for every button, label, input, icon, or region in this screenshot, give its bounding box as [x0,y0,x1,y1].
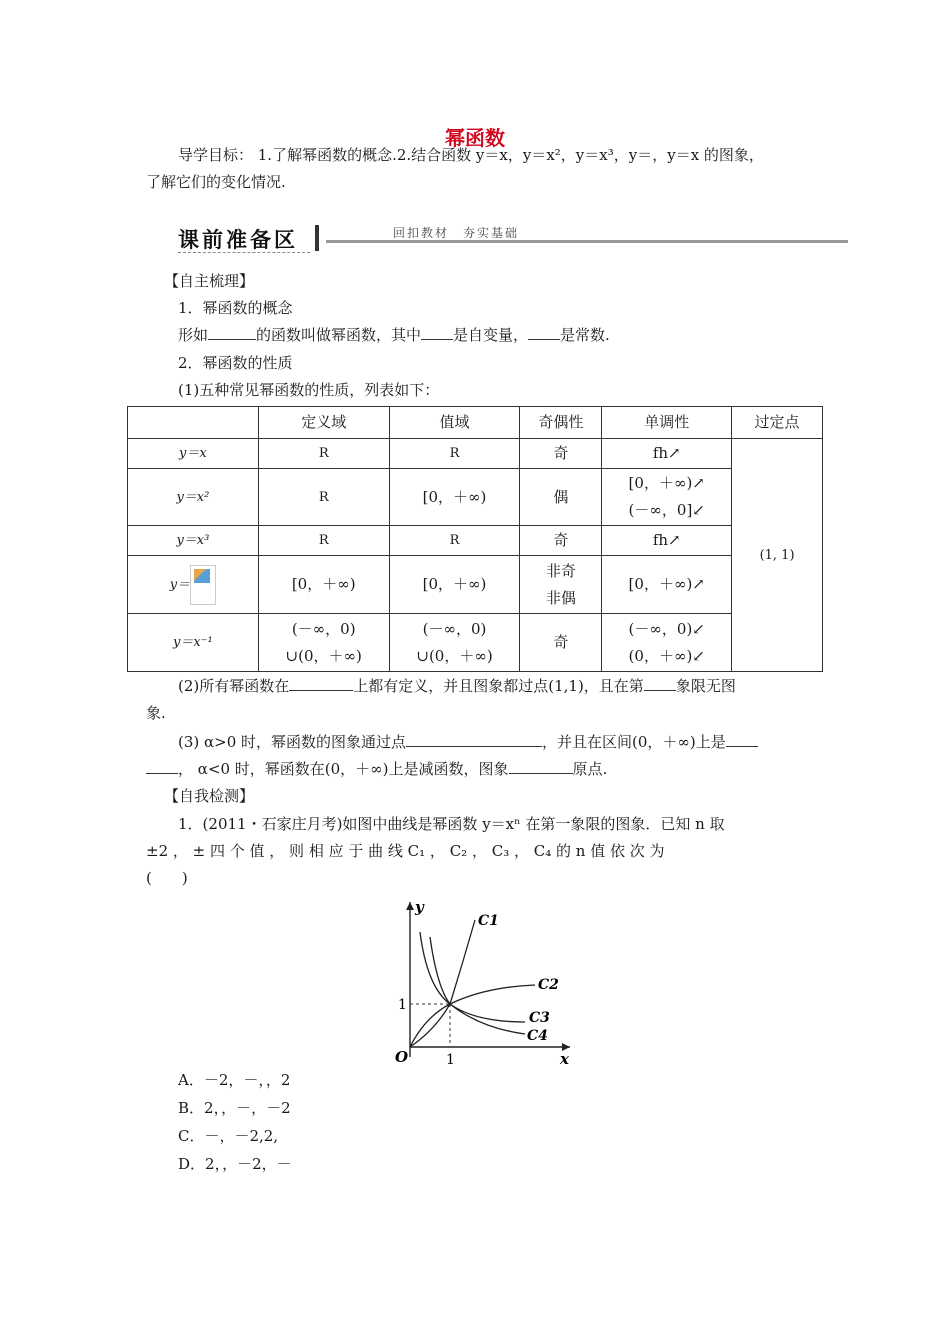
blank-variable [421,322,453,340]
curve-c1 [410,920,475,1047]
banner-dashed-underline [178,252,310,253]
item-1-heading: 1．幂函数的概念 [178,299,293,317]
cell-function: y＝x³ [128,526,259,556]
cell-domain: R [258,469,389,526]
table-header-row [128,407,823,439]
power-function-table [127,406,823,672]
property-2-wrap: 象. [146,704,166,722]
cell-monotonicity: fh↗ [602,526,732,556]
cell-parity: 奇 [520,439,602,469]
option-b[interactable]: B．2，，－，－2 [178,1099,291,1117]
cell-parity: 非奇 非偶 [520,556,602,614]
property-3-text-c: ， α<0 时，幂函数在(0，＋∞)上是减函数，图象 [178,760,509,778]
definition-text-d: 是常数. [560,326,610,344]
cell-domain: R [258,439,389,469]
property-2-text-c: 象限无图 [675,677,736,695]
cell-function: y＝x [128,439,259,469]
property-3-text-b: ，并且在区间(0，＋∞)上是 [542,733,726,751]
table-row [128,526,823,556]
question-1-bracket: ( ) [146,869,188,887]
definition-text-b: 的函数叫做幂函数，其中 [256,326,422,344]
cell-monotonicity [602,614,732,672]
table-intro: (1)五种常见幂函数的性质，列表如下： [178,381,440,399]
header-fixed-point: 过定点 [732,407,823,439]
x-axis-label: x [560,1050,569,1068]
definition-text-c: 是自变量， [453,326,529,344]
cell-monotonicity: [0，＋∞)↗ [602,556,732,614]
cell-range: R [389,526,520,556]
question-1-line-2: ±2 ， ± 四 个 值 ， 则 相 应 于 曲 线 C₁ ， C₂ ， C₃ ， C₄ 的 n 值 依 次 为 [146,842,665,860]
curve-c1-label: C1 [478,913,499,929]
table-row [128,614,823,672]
cell-monotonicity [602,469,732,526]
banner-subtitle: 回扣教材 夯实基础 [393,226,520,240]
cell-domain: (－∞，0) ∪(0，＋∞) [258,614,389,672]
option-d[interactable]: D．2，，－2，－ [178,1155,292,1173]
cell-parity: 奇 [520,614,602,672]
cell-parity: 偶 [520,469,602,526]
tick-x-label: 1 [446,1052,455,1068]
header-parity: 奇偶性 [520,407,602,439]
cell-function [128,556,259,614]
table-row [128,439,823,469]
property-2-text-b: 上都有定义，并且图象都过点(1,1)，且在第 [353,677,644,695]
cell-function: y＝x² [128,469,259,526]
mono-decreasing-left: (－∞，0)↙ [628,619,705,638]
y-axis-arrow-icon [406,902,414,910]
curve-c4 [420,932,525,1034]
mono-decreasing: (－∞，0]↙ [628,501,705,519]
cell-fixed-point: (1, 1) [732,439,823,672]
cell-parity: 奇 [520,526,602,556]
table-row [128,556,823,614]
header-empty [128,407,259,439]
blank-monotone [726,729,758,747]
cell-range: [0，＋∞) [389,469,520,526]
property-3-text-d: 原点. [572,760,608,778]
property-3-line-2 [146,756,607,783]
blank-form [208,322,256,340]
learning-goal-line-2: 了解它们的变化情况. [146,173,286,191]
learning-goal-line-1: 导学目标： 1.了解幂函数的概念.2.结合函数 y＝x，y＝x²，y＝x³，y＝，y＝x 的图象， [178,146,764,164]
banner-label: 课前准备区 [178,228,298,252]
cell-range: R [389,439,520,469]
header-range: 值域 [389,407,520,439]
definition-text-a: 形如 [178,326,209,344]
property-3-text-a: (3) α>0 时，幂函数的图象通过点 [178,733,407,751]
question-1-line-1: 1．(2011・石家庄月考)如图中曲线是幂函数 y＝xⁿ 在第一象限的图象．已知 n 取 [178,815,725,833]
origin-label: O [395,1048,409,1066]
curve-c2-label: C2 [538,977,559,993]
curve-c3 [430,937,525,1022]
property-2-line [178,673,736,700]
table-row [128,469,823,526]
curve-c4-label: C4 [527,1028,548,1044]
tick-y-label: 1 [398,997,407,1013]
option-c[interactable]: C．－，－2,2, [178,1127,279,1145]
blank-quadrant [644,673,676,691]
section-banner [178,222,848,256]
definition-line [178,322,610,349]
cell-domain: R [258,526,389,556]
mono-increasing: [0，＋∞)↗ [628,474,705,492]
blank-interval [289,673,353,691]
banner-divider [315,225,319,251]
item-2-heading: 2．幂函数的性质 [178,354,293,372]
property-2-text-a: (2)所有幂函数在 [178,677,290,695]
curve-c2 [410,985,535,1047]
page-title: 幂函数 [445,126,505,150]
cell-function: y＝x⁻¹ [128,614,259,672]
cell-range: [0，＋∞) [389,556,520,614]
cell-domain: [0，＋∞) [258,556,389,614]
section-heading-self-study: 【自主梳理】 [164,272,255,290]
cell-monotonicity: fh↗ [602,439,732,469]
y-axis-label: y [415,898,424,916]
power-function-graph [375,892,580,1072]
section-heading-self-check: 【自我检测】 [164,787,255,805]
blank-monotone-cont [146,756,178,774]
blank-points [406,729,542,747]
blank-origin [509,756,573,774]
option-a[interactable]: A．－2，－，，2 [178,1071,291,1089]
broken-image-icon [190,565,216,605]
header-domain: 定义域 [258,407,389,439]
function-label: y＝ [169,577,191,592]
mono-decreasing-right: (0，＋∞)↙ [628,646,705,665]
cell-range: (－∞，0) ∪(0，＋∞) [389,614,520,672]
curve-c3-label: C3 [529,1010,550,1026]
property-3-line [178,729,758,756]
blank-constant [528,322,560,340]
header-monotonicity: 单调性 [602,407,732,439]
